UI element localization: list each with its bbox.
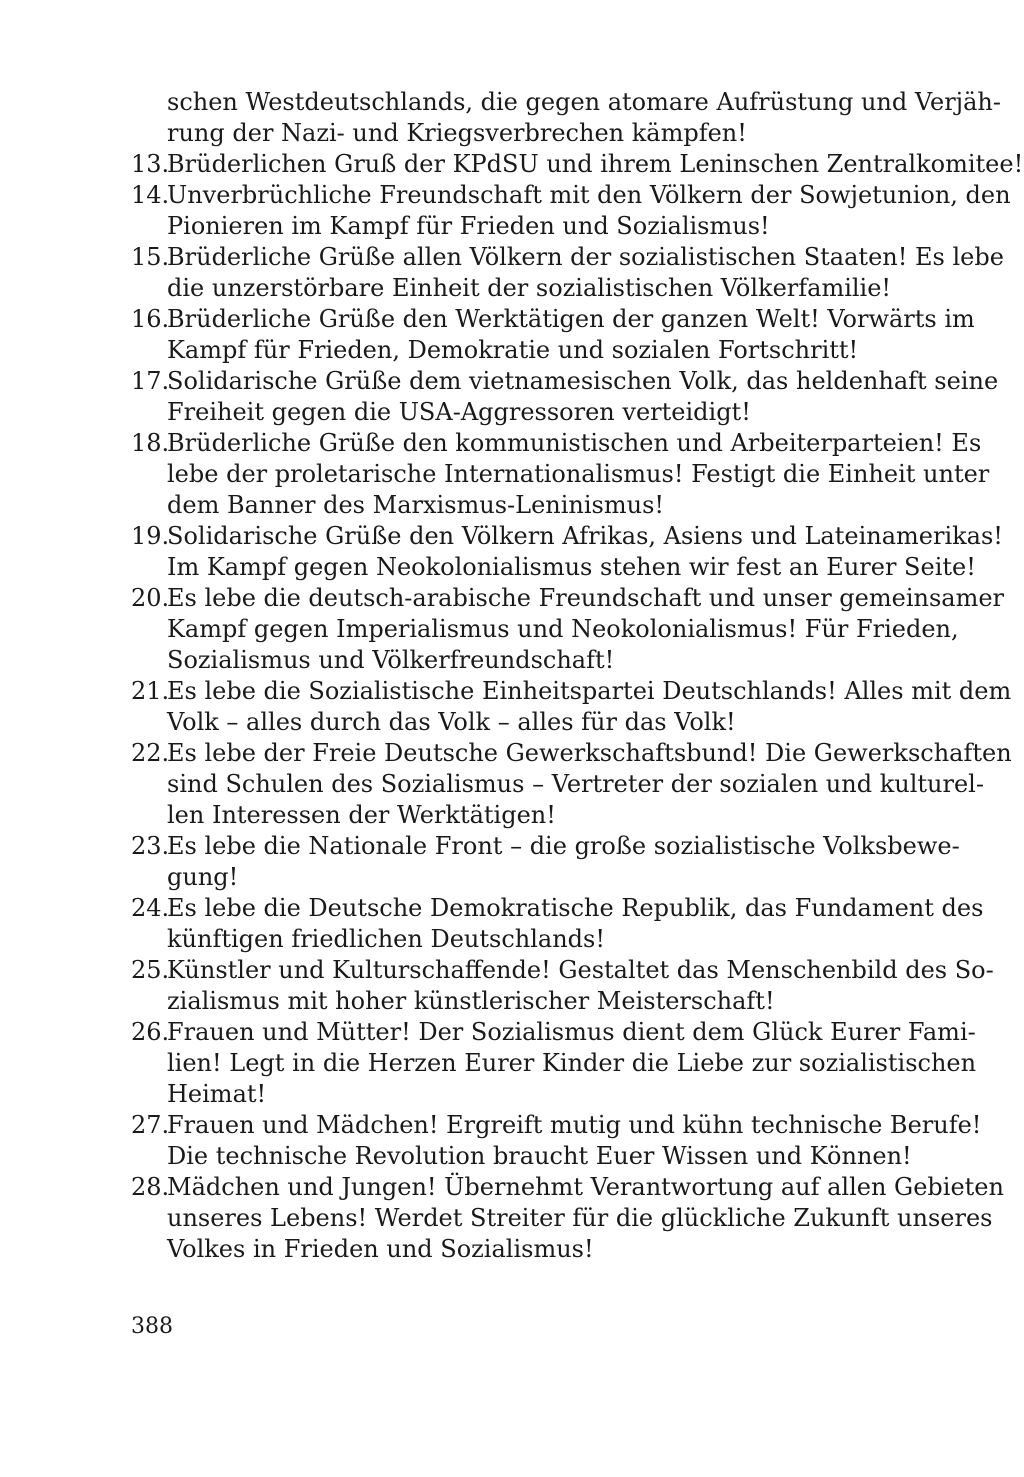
item-text-line: Volkes in Frieden und Sozialismus! <box>167 1235 594 1263</box>
item-text-line: lebe der proletarische Internationalismus! Festigt die Einheit unter <box>167 460 990 488</box>
item-text-line: Solidarische Grüße dem vietnamesischen Volk, das heldenhaft seine <box>167 367 999 395</box>
item-text-line: Pionieren im Kampf für Frieden und Sozialismus! <box>167 212 770 240</box>
item-text-line: Brüderliche Grüße allen Völkern der sozialistischen Staaten! Es lebe <box>167 243 1004 271</box>
item-text-line: Kampf für Frieden, Demokratie und sozialen Fortschritt! <box>167 336 859 364</box>
item-text-line: Volk – alles durch das Volk – alles für das Volk! <box>167 708 736 736</box>
item-text-line: Mädchen und Jungen! Übernehmt Verantwortung auf allen Gebieten <box>167 1173 1004 1201</box>
item-text-line: lien! Legt in die Herzen Eurer Kinder die Liebe zur sozialistischen <box>167 1049 977 1077</box>
list-item-14 <box>131 180 1011 211</box>
list-item-26 <box>131 1017 976 1048</box>
item-text-line: dem Banner des Marxismus-Leninismus! <box>167 491 665 519</box>
list-item-25 <box>131 955 994 986</box>
item-text-line: unseres Lebens! Werdet Streiter für die glückliche Zukunft unseres <box>167 1204 993 1232</box>
item-text-line: Es lebe der Freie Deutsche Gewerkschaftsbund! Die Gewerkschaften <box>167 739 1012 767</box>
page-number: 388 <box>131 1314 173 1339</box>
item-text-line: len Interessen der Werktätigen! <box>167 801 556 829</box>
list-item-18 <box>131 428 982 459</box>
list-item-20 <box>131 583 1005 614</box>
item-text-line: Kampf gegen Imperialismus und Neokolonialismus! Für Frieden, <box>167 615 959 643</box>
item-text-line: Solidarische Grüße den Völkern Afrikas, Asiens und Lateinamerikas! <box>167 522 1003 550</box>
list-item-22 <box>131 738 1012 769</box>
list-item-24 <box>131 893 984 924</box>
item-number: 13. <box>131 150 170 178</box>
item-text-line: künftigen friedlichen Deutschlands! <box>167 925 605 953</box>
intro-line: rung der Nazi- und Kriegsverbrechen kämpfen! <box>167 119 747 147</box>
item-text-line: Freiheit gegen die USA-Aggressoren verteidigt! <box>167 398 751 426</box>
item-text-line: Es lebe die Deutsche Demokratische Republik, das Fundament des <box>167 894 984 922</box>
item-number: 17. <box>131 367 170 395</box>
item-text-line: Frauen und Mütter! Der Sozialismus dient dem Glück Eurer Fami- <box>167 1018 976 1046</box>
item-number: 28. <box>131 1173 170 1201</box>
item-number: 15. <box>131 243 170 271</box>
item-text-line: zialismus mit hoher künstlerischer Meisterschaft! <box>167 987 775 1015</box>
item-number: 18. <box>131 429 170 457</box>
item-number: 23. <box>131 832 170 860</box>
list-item-16 <box>131 304 975 335</box>
list-item-27 <box>131 1110 982 1141</box>
item-text-line: gung! <box>167 863 239 891</box>
item-text-line: Brüderliche Grüße den kommunistischen und Arbeiterparteien! Es <box>167 429 982 457</box>
item-number: 21. <box>131 677 170 705</box>
item-text-line: Es lebe die Sozialistische Einheitspartei Deutschlands! Alles mit dem <box>167 677 1012 705</box>
item-number: 20. <box>131 584 170 612</box>
item-number: 25. <box>131 956 170 984</box>
slogan-list <box>131 87 1024 1265</box>
item-text-line: Sozialismus und Völkerfreundschaft! <box>167 646 615 674</box>
list-item-15 <box>131 242 1004 273</box>
item-text-line: Im Kampf gegen Neokolonialismus stehen wir fest an Eurer Seite! <box>167 553 976 581</box>
intro-line: schen Westdeutschlands, die gegen atomare Aufrüstung und Verjäh- <box>167 88 1001 116</box>
item-text-line: Künstler und Kulturschaffende! Gestaltet das Menschenbild des So- <box>167 956 994 984</box>
list-item-23 <box>131 831 960 862</box>
item-number: 26. <box>131 1018 170 1046</box>
item-number: 24. <box>131 894 170 922</box>
item-text-line: Es lebe die Nationale Front – die große sozialistische Volksbewe- <box>167 832 960 860</box>
item-text-line: Es lebe die deutsch-arabische Freundschaft und unser gemeinsamer <box>167 584 1005 612</box>
item-text-line: Brüderliche Grüße den Werktätigen der ganzen Welt! Vorwärts im <box>167 305 975 333</box>
item-text-line: Unverbrüchliche Freundschaft mit den Völkern der Sowjetunion, den <box>167 181 1011 209</box>
item-number: 27. <box>131 1111 170 1139</box>
item-text-line: sind Schulen des Sozialismus – Vertreter der sozialen und kulturel- <box>167 770 984 798</box>
list-item-17 <box>131 366 999 397</box>
item-text-line: Heimat! <box>167 1080 267 1108</box>
list-item-28 <box>131 1172 1004 1203</box>
list-item-19 <box>131 521 1003 552</box>
list-item-13 <box>131 149 1024 180</box>
item-text-line: Frauen und Mädchen! Ergreift mutig und kühn technische Berufe! <box>167 1111 982 1139</box>
item-number: 22. <box>131 739 170 767</box>
item-text-line: Brüderlichen Gruß der KPdSU und ihrem Leninschen Zentralkomitee! <box>167 150 1024 178</box>
item-number: 19. <box>131 522 170 550</box>
item-text-line: Die technische Revolution braucht Euer Wissen und Können! <box>167 1142 912 1170</box>
item-number: 16. <box>131 305 170 333</box>
item-number: 14. <box>131 181 170 209</box>
item-text-line: die unzerstörbare Einheit der sozialistischen Völkerfamilie! <box>167 274 892 302</box>
list-item-21 <box>131 676 1012 707</box>
